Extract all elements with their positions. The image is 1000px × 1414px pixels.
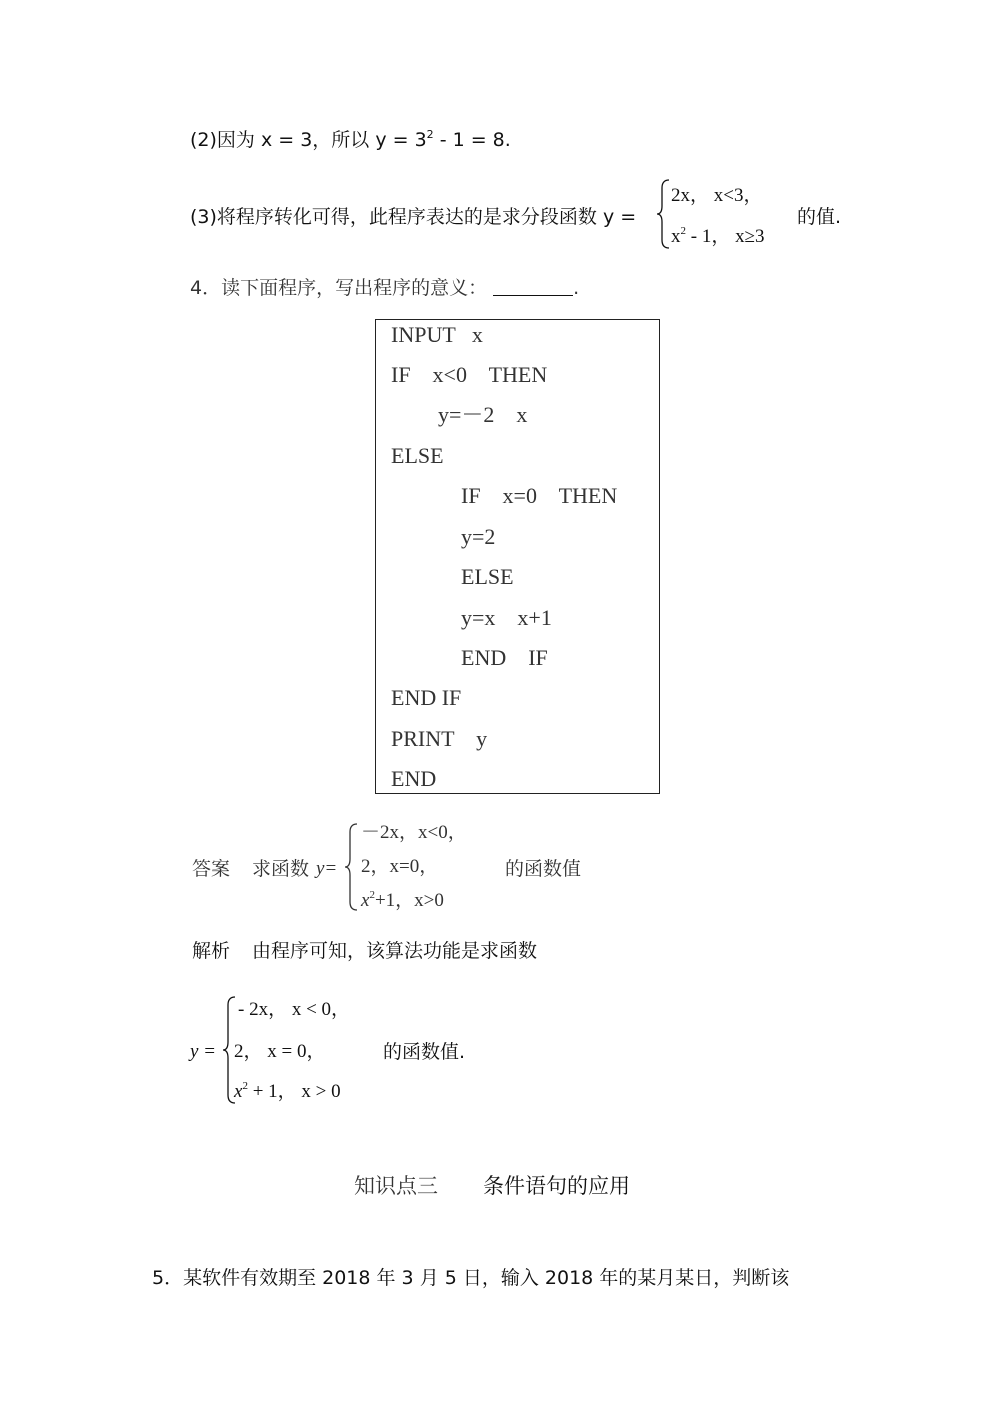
case3-b: +1，x>0	[374, 890, 444, 911]
part2-text: (2)因为 x = 3，所以 y = 3	[190, 129, 427, 151]
code-line: y=2	[461, 524, 496, 549]
q4-text: 4．读下面程序，写出程序的意义：	[190, 277, 488, 299]
answer-label: 答案	[192, 858, 231, 880]
code-line: END	[391, 766, 437, 791]
case3-sup: 2	[369, 889, 375, 901]
part3-text: (3)将程序转化可得，此程序表达的是求分段函数 y =	[190, 206, 637, 228]
analysis-label: 解析	[192, 940, 231, 962]
q4-end: .	[573, 277, 580, 299]
case2-b: - 1， x≥3	[686, 226, 765, 247]
code-line: IF x<0 THEN	[391, 362, 548, 387]
code-line: PRINT y	[391, 726, 488, 751]
code-line: ELSE	[461, 564, 514, 589]
code-line: IF x=0 THEN	[461, 483, 618, 508]
answer-blank	[493, 277, 573, 296]
question-5: 5．某软件有效期至 2018 年 3 月 5 日，输入 2018 年的某月某日，判断该	[152, 1267, 790, 1289]
part2-sup: 2	[426, 128, 434, 141]
code-line: END IF	[461, 645, 548, 670]
case3-a: x	[234, 1081, 243, 1102]
analysis-case1: - 2x， x < 0，	[238, 999, 351, 1020]
answer-y: y=	[316, 858, 338, 879]
code-line: y=－2 x	[438, 402, 528, 427]
analysis-y: y =	[190, 1041, 217, 1062]
analysis-text: 由程序可知，该算法功能是求函数	[252, 940, 538, 962]
answer-case2: 2，x=0，	[361, 856, 439, 877]
answer-case1: －2x，x<0，	[361, 822, 467, 843]
case3-b: + 1， x > 0	[247, 1081, 341, 1102]
brace-icon	[656, 178, 672, 250]
case2-sup: 2	[680, 225, 686, 237]
brace-icon	[344, 822, 360, 912]
analysis-case2: 2， x = 0，	[234, 1041, 326, 1062]
part3-case1: 2x， x<3，	[671, 185, 763, 206]
code-line: y=x x+1	[461, 605, 552, 630]
case2-a: x	[671, 226, 681, 247]
answer-text: 求函数	[252, 858, 310, 880]
analysis-suffix: 的函数值.	[383, 1041, 466, 1063]
code-line: END IF	[391, 685, 462, 710]
section-number: 知识点三	[354, 1174, 438, 1198]
case3-a: x	[361, 890, 370, 911]
code-line: ELSE	[391, 443, 444, 468]
part2-line	[190, 128, 511, 152]
part2-suffix: - 1 = 8.	[433, 129, 511, 151]
code-line: INPUT x	[391, 322, 483, 347]
question-4	[190, 276, 579, 300]
analysis-case3	[234, 1080, 341, 1104]
part3-suffix: 的值.	[797, 206, 842, 228]
part3-case2	[671, 225, 765, 249]
answer-suffix: 的函数值	[505, 858, 582, 880]
answer-case3	[361, 889, 444, 913]
section-title: 条件语句的应用	[483, 1174, 630, 1198]
case3-sup: 2	[242, 1080, 248, 1092]
program-code-box	[375, 319, 660, 794]
